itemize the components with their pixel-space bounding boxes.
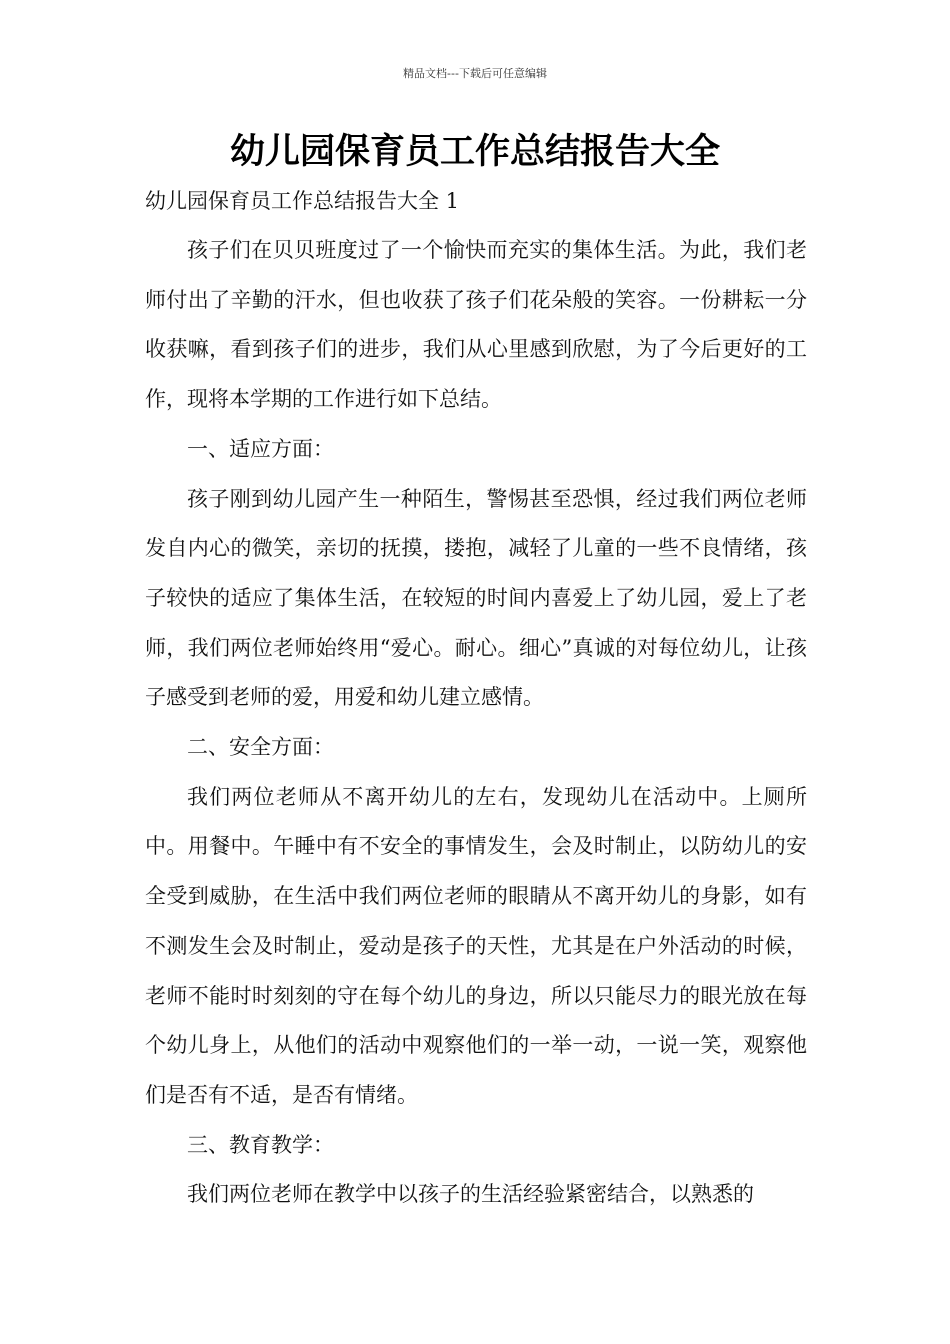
paragraph: 孩子们在贝贝班度过了一个愉快而充实的集体生活。为此，我们老师付出了辛勤的汗水，但也收获了孩子们花朵般的笑容。一份耕耘一分收获嘛，看到孩子们的进步，我们从心里感到欣慰，为了今后更好的工作，现将本学期的工作进行如下总结。 — [145, 238, 807, 412]
section-heading: 一、适应方面： — [187, 436, 334, 461]
document-subtitle: 幼儿园保育员工作总结报告大全 1 — [145, 189, 460, 213]
section-heading: 二、安全方面： — [187, 735, 334, 760]
paragraph: 孩子刚到幼儿园产生一种陌生，警惕甚至恐惧，经过我们两位老师发自内心的微笑，亲切的抚摸，搂抱，减轻了儿童的一些不良情绪，孩子较快的适应了集体生活，在较短的时间内喜爱上了幼儿园，爱上了老师，我们两位老师始终用“爱心。耐心。细心”真诚的对每位幼儿，让孩子感受到老师的爱，用爱和幼儿建立感情。 — [145, 486, 807, 710]
paragraph: 我们两位老师从不离开幼儿的左右，发现幼儿在活动中。上厕所中。用餐中。午睡中有不安全的事情发生，会及时制止，以防幼儿的安全受到威胁，在生活中我们两位老师的眼睛从不离开幼儿的身影，如有不测发生会及时制止，爱动是孩子的天性，尤其是在户外活动的时候，老师不能时时刻刻的守在每个幼儿的身边，所以只能尽力的眼光放在每个幼儿身上，从他们的活动中观察他们的一举一动，一说一笑，观察他们是否有不适，是否有情绪。 — [145, 784, 807, 1107]
document-body — [145, 226, 807, 1220]
document-title: 幼儿园保育员工作总结报告大全 — [229, 132, 720, 172]
page-header: 精品文档---下载后可任意编辑 — [403, 67, 547, 80]
paragraph: 我们两位老师在教学中以孩子的生活经验紧密结合，以熟悉的 — [187, 1182, 754, 1207]
section-heading: 三、教育教学： — [187, 1132, 334, 1157]
